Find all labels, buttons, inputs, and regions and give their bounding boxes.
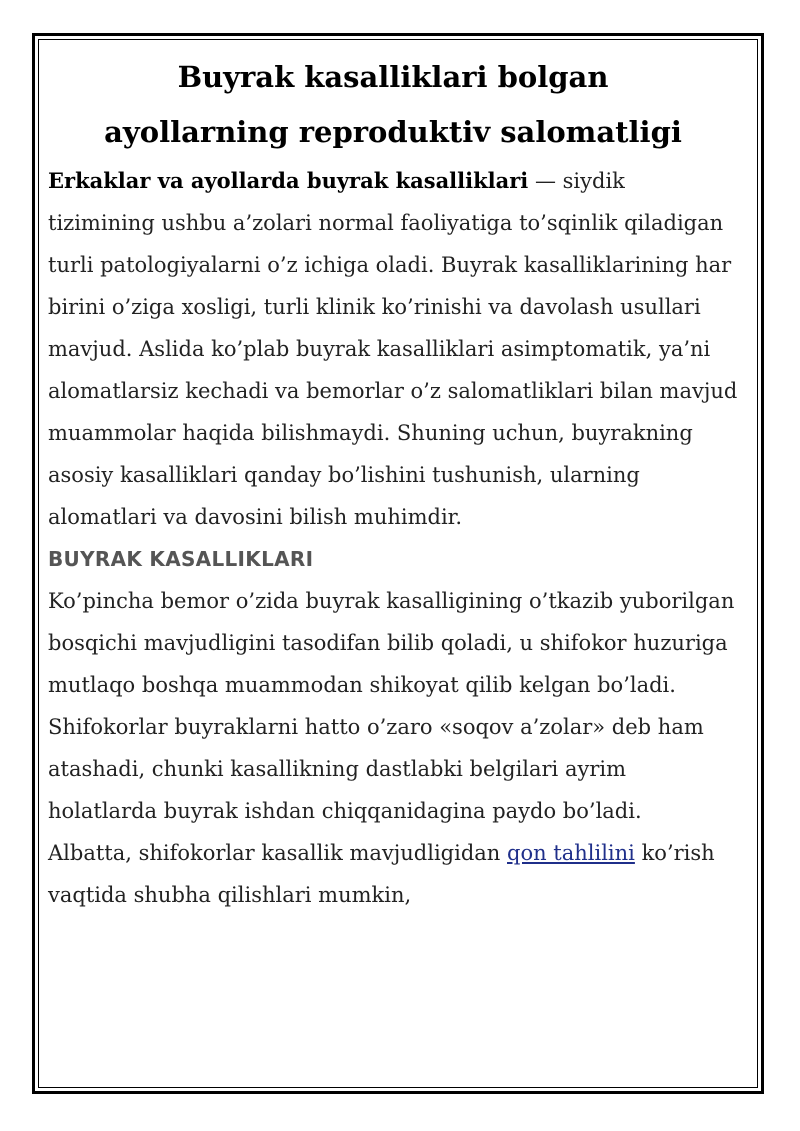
document-body [48,50,738,916]
intro-paragraph [48,160,738,538]
title-line-2: ayollarning reproduktiv salomatligi [104,115,682,149]
paragraph-2: Ko’pincha bemor o’zida buyrak kasalligining o’tkazib yuborilgan bosqichi mavjudligini tasodifan bilib qoladi, u shifokor huzuriga mutlaqo boshqa muammodan shikoyat qilib kelgan bo’ladi. Shifokorlar buyraklarni hatto o’zaro «soqov a’zolar» deb ham atashadi, chunki kasallikning dastlabki belgilari ayrim holatlarda buyrak ishdan chiqqanidagina paydo bo’ladi. [48,589,735,823]
document-title [48,50,738,160]
paragraph-3 [48,832,738,916]
intro-lead-text: Erkaklar va ayollarda buyrak kasalliklari [48,168,529,193]
paragraph-3-after: ko’rish vaqtida shubha qilishlari mumkin, [48,841,715,907]
paragraph-3-before: Albatta, shifokorlar kasallik mavjudligidan [48,841,508,865]
blood-test-link[interactable]: qon tahlilini [507,841,635,865]
section-heading: BUYRAK KASALLIKLARI [48,547,314,571]
title-line-1: Buyrak kasalliklari bolgan [177,60,609,94]
intro-text: — siydik tizimining ushbu a’zolari normal faoliyatiga to’sqinlik qiladigan turli patologiyalarni o’z ichiga oladi. Buyrak kasalliklarining har birini o’ziga xosligi, turli klinik ko’rinishi va davolash usullari mavjud. Aslida ko’plab buyrak kasalliklari asimptomatik, ya’ni alomatlarsiz kechadi va bemorlar o’z salomatliklari bilan mavjud muammolar haqida bilishmaydi. Shuning uchun, buyrakning asosiy kasalliklari qanday bo’lishini tushunish, ularning alomatlari va davosini bilish muhimdir. [48,169,738,529]
